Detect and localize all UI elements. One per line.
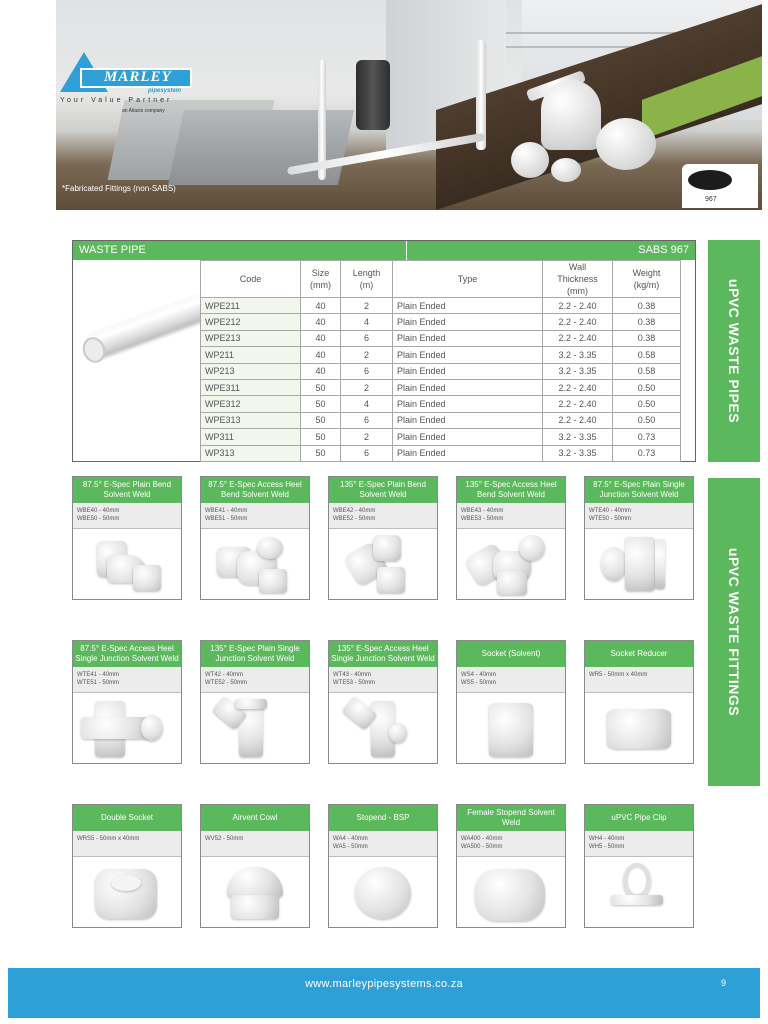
fitting-code: WH4 - 40mm (589, 836, 625, 842)
table-row (201, 396, 681, 412)
table-cell: 3.2 - 3.35 (543, 445, 613, 461)
table-cell: 0.50 (613, 379, 681, 395)
fitting-title: 87.5° E-Spec Plain Single Junction Solvent Weld (585, 477, 693, 503)
fitting-codes (201, 667, 309, 693)
table-cell: 6 (341, 330, 393, 346)
fitting-title: 135° E-Spec Access Heel Single Junction Solvent Weld (329, 641, 437, 667)
fitting-title: Stopend - BSP (329, 805, 437, 831)
table-cell: WPE212 (201, 314, 301, 330)
table-header-cell: Code (201, 261, 301, 298)
fitting-title: Female Stopend Solvent Weld (457, 805, 565, 831)
fitting-title: 135° E-Spec Plain Bend Solvent Weld (329, 477, 437, 503)
bend-135-icon (329, 529, 437, 599)
access-bend-icon (201, 529, 309, 599)
side-tab-label: uPVC WASTE FITTINGS (726, 547, 742, 717)
fitting-title: 87.5° E-Spec Access Heel Single Junction Solvent Weld (73, 641, 181, 667)
fitting-code: WA400 - 40mm (461, 836, 503, 842)
fitting-code: WTE53 - 50mm (333, 680, 376, 686)
table-cell: 0.38 (613, 314, 681, 330)
table-cell: Plain Ended (393, 298, 543, 314)
fitting-card (328, 476, 438, 600)
logo-subtitle: pipesystem (148, 88, 182, 94)
fitting-code: WTE52 - 50mm (205, 680, 248, 686)
footer-bar (8, 968, 760, 1018)
fitting-card (584, 804, 694, 928)
fitting-card (456, 640, 566, 764)
socket-icon (457, 693, 565, 763)
fitting-title: Double Socket (73, 805, 181, 831)
fitting-card (72, 804, 182, 928)
access-y-junction-icon (329, 693, 437, 763)
table-row (201, 330, 681, 346)
fitting-codes (73, 667, 181, 693)
fitting-code: WS5 - 50mm (461, 680, 497, 686)
table-cell: Plain Ended (393, 412, 543, 428)
table-row (201, 314, 681, 330)
table-header-cell: Size (mm) (301, 261, 341, 298)
stopend-icon (329, 857, 437, 927)
fitting-code: WTE50 - 50mm (589, 516, 632, 522)
logo-tagline: Your Value Partner (60, 97, 173, 104)
fitting-code: WBE43 - 40mm (461, 508, 504, 514)
table-cell: WPE213 (201, 330, 301, 346)
fitting-code: WBE51 - 50mm (205, 516, 248, 522)
table-cell: 40 (301, 330, 341, 346)
table-cell: 3.2 - 3.35 (543, 429, 613, 445)
table-header-cell: Type (393, 261, 543, 298)
table-cell: 6 (341, 412, 393, 428)
table-cell: 6 (341, 363, 393, 379)
fitting-code: WBE40 - 40mm (77, 508, 120, 514)
fitting-code: WV52 - 50mm (205, 836, 244, 842)
table-cell: 2.2 - 2.40 (543, 298, 613, 314)
side-tab-label: uPVC WASTE PIPES (726, 278, 742, 424)
table-header-cell: Wall Thickness (mm) (543, 261, 613, 298)
page-number: 9 (720, 978, 726, 988)
fitting-codes (457, 667, 565, 693)
fitting-codes (329, 667, 437, 693)
access-bend-135-icon (457, 529, 565, 599)
fitting-card (72, 476, 182, 600)
table-cell: 0.38 (613, 298, 681, 314)
fitting-title: Socket Reducer (585, 641, 693, 667)
fitting-card (200, 640, 310, 764)
logo-brand-name: MARLEY (104, 69, 172, 85)
side-tab-waste-fittings (708, 478, 760, 786)
table-cell: WP313 (201, 445, 301, 461)
table-cell: 3.2 - 3.35 (543, 347, 613, 363)
table-row (201, 412, 681, 428)
table-body (201, 298, 681, 462)
fitting-codes (73, 831, 181, 857)
table-cell: 50 (301, 429, 341, 445)
fitting-card (200, 476, 310, 600)
table-cell: 2.2 - 2.40 (543, 330, 613, 346)
table-cell: 2 (341, 429, 393, 445)
fitting-card (200, 804, 310, 928)
fitting-code: WTE40 - 40mm (589, 508, 632, 514)
table-cell: 0.50 (613, 412, 681, 428)
table-cell: 2.2 - 2.40 (543, 396, 613, 412)
airvent-cowl-icon (201, 857, 309, 927)
table-cell: 4 (341, 396, 393, 412)
sabs-number: 967 (705, 196, 717, 203)
fitting-title: 135° E-Spec Access Heel Bend Solvent Weld (457, 477, 565, 503)
table-cell: 50 (301, 412, 341, 428)
waste-pipe-standard: SABS 967 (638, 244, 689, 256)
table-cell: 2 (341, 347, 393, 363)
table-cell: Plain Ended (393, 330, 543, 346)
table-cell: Plain Ended (393, 429, 543, 445)
fitting-code: WBE50 - 50mm (77, 516, 120, 522)
table-cell: 0.58 (613, 363, 681, 379)
table-cell: Plain Ended (393, 396, 543, 412)
junction-icon (585, 529, 693, 599)
table-cell: WPE313 (201, 412, 301, 428)
fitting-card (584, 476, 694, 600)
fitting-card (456, 804, 566, 928)
table-cell: WPE211 (201, 298, 301, 314)
fitting-code: WRS5 - 50mm x 40mm (77, 836, 140, 842)
fitting-codes (73, 503, 181, 529)
waste-pipe-table (200, 260, 681, 462)
table-cell: 3.2 - 3.35 (543, 363, 613, 379)
table-cell: 50 (301, 445, 341, 461)
fitting-codes (457, 831, 565, 857)
fitting-title: uPVC Pipe Clip (585, 805, 693, 831)
fitting-title: Airvent Cowl (201, 805, 309, 831)
table-cell: 2 (341, 379, 393, 395)
fitting-code: WT42 - 40mm (205, 672, 244, 678)
table-header-cell: Weight (kg/m) (613, 261, 681, 298)
fitting-title: 87.5° E-Spec Plain Bend Solvent Weld (73, 477, 181, 503)
socket-reducer-icon (585, 693, 693, 763)
table-cell: WP213 (201, 363, 301, 379)
table-cell: 0.73 (613, 429, 681, 445)
hero-caption: *Fabricated Fittings (non-SABS) (62, 184, 176, 193)
table-cell: Plain Ended (393, 363, 543, 379)
table-cell: Plain Ended (393, 314, 543, 330)
table-cell: WP311 (201, 429, 301, 445)
marley-logo (58, 52, 194, 120)
fitting-card (584, 640, 694, 764)
fitting-code: WBE52 - 50mm (333, 516, 376, 522)
table-cell: WPE312 (201, 396, 301, 412)
waste-pipe-title: WASTE PIPE (79, 244, 146, 256)
fitting-codes (329, 831, 437, 857)
table-cell: 2.2 - 2.40 (543, 412, 613, 428)
table-cell: 40 (301, 347, 341, 363)
waste-pipe-image (83, 291, 201, 361)
table-cell: 2.2 - 2.40 (543, 379, 613, 395)
fitting-codes (201, 503, 309, 529)
table-cell: 50 (301, 396, 341, 412)
access-junction-icon (73, 693, 181, 763)
fitting-code: WBE53 - 50mm (461, 516, 504, 522)
sabs-badge-icon (688, 170, 732, 190)
table-cell: WP211 (201, 347, 301, 363)
table-cell: 0.50 (613, 396, 681, 412)
fitting-code: WA5 - 50mm (333, 844, 368, 850)
fitting-title: 135° E-Spec Plain Single Junction Solvent Weld (201, 641, 309, 667)
waste-pipe-title-bar (73, 241, 695, 260)
table-cell: 4 (341, 314, 393, 330)
table-header-row (201, 261, 681, 298)
fitting-code: WR5 - 50mm x 40mm (589, 672, 648, 678)
fitting-card (328, 640, 438, 764)
female-stopend-icon (457, 857, 565, 927)
table-cell: Plain Ended (393, 379, 543, 395)
table-row (201, 429, 681, 445)
table-cell: 0.38 (613, 330, 681, 346)
table-row (201, 347, 681, 363)
fitting-code: WS4 - 40mm (461, 672, 497, 678)
table-cell: 0.73 (613, 445, 681, 461)
waste-pipe-section (72, 240, 696, 462)
table-row (201, 363, 681, 379)
fitting-card (72, 640, 182, 764)
side-tab-waste-pipes (708, 240, 760, 462)
table-cell: Plain Ended (393, 445, 543, 461)
fitting-codes (457, 503, 565, 529)
fitting-codes (201, 831, 309, 857)
table-cell: 2 (341, 298, 393, 314)
table-cell: 40 (301, 314, 341, 330)
double-socket-icon (73, 857, 181, 927)
pipe-clip-icon (585, 857, 693, 927)
table-cell: 40 (301, 298, 341, 314)
table-cell: 2.2 - 2.40 (543, 314, 613, 330)
fitting-code: WBE42 - 40mm (333, 508, 376, 514)
table-row (201, 298, 681, 314)
fitting-title: 87.5° E-Spec Access Heel Bend Solvent Weld (201, 477, 309, 503)
fitting-code: WH5 - 50mm (589, 844, 625, 850)
table-row (201, 445, 681, 461)
table-cell: 50 (301, 379, 341, 395)
fitting-codes (585, 503, 693, 529)
bend-icon (73, 529, 181, 599)
fitting-code: WTE41 - 40mm (77, 672, 120, 678)
table-cell: WPE311 (201, 379, 301, 395)
fitting-card (328, 804, 438, 928)
fitting-code: WA500 - 50mm (461, 844, 503, 850)
table-cell: 0.58 (613, 347, 681, 363)
fitting-codes (585, 831, 693, 857)
fitting-code: WT43 - 40mm (333, 672, 372, 678)
fitting-code: WA4 - 40mm (333, 836, 368, 842)
table-cell: 6 (341, 445, 393, 461)
table-row (201, 379, 681, 395)
table-cell: Plain Ended (393, 347, 543, 363)
logo-company: an Aliaxis company (122, 108, 165, 114)
fitting-card (456, 476, 566, 600)
fitting-codes (329, 503, 437, 529)
table-header-cell: Length (m) (341, 261, 393, 298)
footer-url: www.marleypipesystems.co.za (305, 978, 463, 990)
fitting-title: Socket (Solvent) (457, 641, 565, 667)
table-cell: 40 (301, 363, 341, 379)
y-junction-icon (201, 693, 309, 763)
fitting-codes (585, 667, 693, 693)
fitting-code: WBE41 - 40mm (205, 508, 248, 514)
fitting-code: WTE51 - 50mm (77, 680, 120, 686)
